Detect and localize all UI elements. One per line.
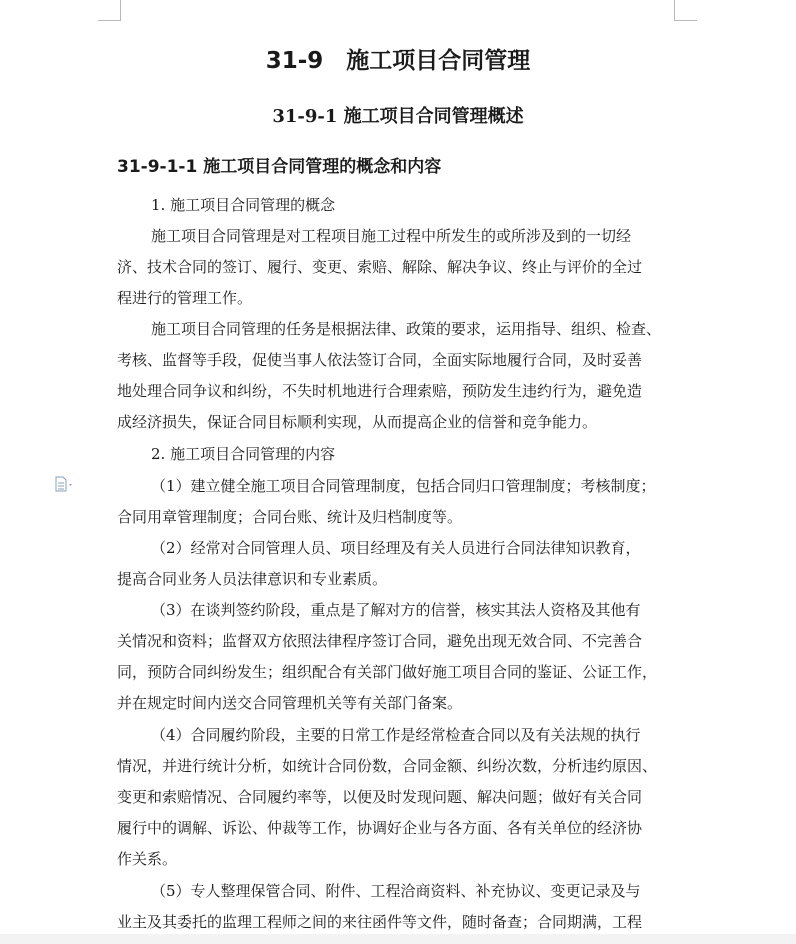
text-line: （3）在谈判签约阶段，重点是了解对方的信誉，核实其法人资格及其他有 <box>151 601 641 619</box>
paragraph-options-icon[interactable] <box>54 476 76 492</box>
chapter-title: 31-9 施工项目合同管理 <box>265 48 531 74</box>
text-line: 作关系。 <box>117 850 178 868</box>
text-line: 2. 施工项目合同管理的内容 <box>151 445 336 463</box>
text-line: 提高合同业务人员法律意识和专业素质。 <box>117 570 388 588</box>
text-line: 成经济损失，保证合同目标顺利实现，从而提高企业的信誉和竞争能力。 <box>117 413 598 431</box>
text-line: 程进行的管理工作。 <box>117 289 253 307</box>
text-line: 地处理合同争议和纠纷，不失时机地进行合理索赔，预防发生违约行为，避免造 <box>117 382 643 400</box>
text-line: （5）专人整理保管合同、附件、工程洽商资料、补充协议、变更记录及与 <box>151 882 641 900</box>
text-line: （2）经常对合同管理人员、项目经理及有关人员进行合同法律知识教育， <box>151 539 641 557</box>
text-line: 业主及其委托的监理工程师之间的来往函件等文件，随时备查；合同期满，工程 <box>117 913 643 931</box>
text-line: 履行中的调解、诉讼、仲裁等工作，协调好企业与各方面、各有关单位的经济协 <box>117 819 643 837</box>
page-bottom-edge <box>0 934 796 944</box>
text-line: 考核、监督等手段，促使当事人依法签订合同，全面实际地履行合同，及时妥善 <box>117 351 643 369</box>
text-line: 施工项目合同管理是对工程项目施工过程中所发生的或所涉及到的一切经 <box>151 227 632 245</box>
subsection-title: 31-9-1-1 施工项目合同管理的概念和内容 <box>117 157 442 177</box>
section-title: 31-9-1 施工项目合同管理概述 <box>272 106 524 127</box>
text-line: （4）合同履约阶段，主要的日常工作是经常检查合同以及有关法规的执行 <box>151 726 641 744</box>
text-line: 济、技术合同的签订、履行、变更、索赔、解除、解决争议、终止与评价的全过 <box>117 258 643 276</box>
text-line: 并在规定时间内送交合同管理机关等有关部门备案。 <box>117 694 463 712</box>
text-line: （1）建立健全施工项目合同管理制度，包括合同归口管理制度；考核制度； <box>151 477 656 495</box>
crop-mark-top-right <box>674 0 697 21</box>
text-line: 1. 施工项目合同管理的概念 <box>151 196 336 214</box>
text-line: 变更和索赔情况、合同履约率等，以便及时发现问题、解决问题；做好有关合同 <box>117 788 643 806</box>
text-line: 同，预防合同纠纷发生；组织配合有关部门做好施工项目合同的鉴证、公证工作， <box>117 663 658 681</box>
text-line: 施工项目合同管理的任务是根据法律、政策的要求，运用指导、组织、检查、 <box>151 320 662 338</box>
text-line: 关情况和资料；监督双方依照法律程序签订合同，避免出现无效合同、不完善合 <box>117 632 643 650</box>
text-line: 情况，并进行统计分析，如统计合同份数，合同金额、纠纷次数，分析违约原因、 <box>117 757 658 775</box>
text-line: 合同用章管理制度；合同台账、统计及归档制度等。 <box>117 508 463 526</box>
crop-mark-top-left <box>98 0 121 21</box>
